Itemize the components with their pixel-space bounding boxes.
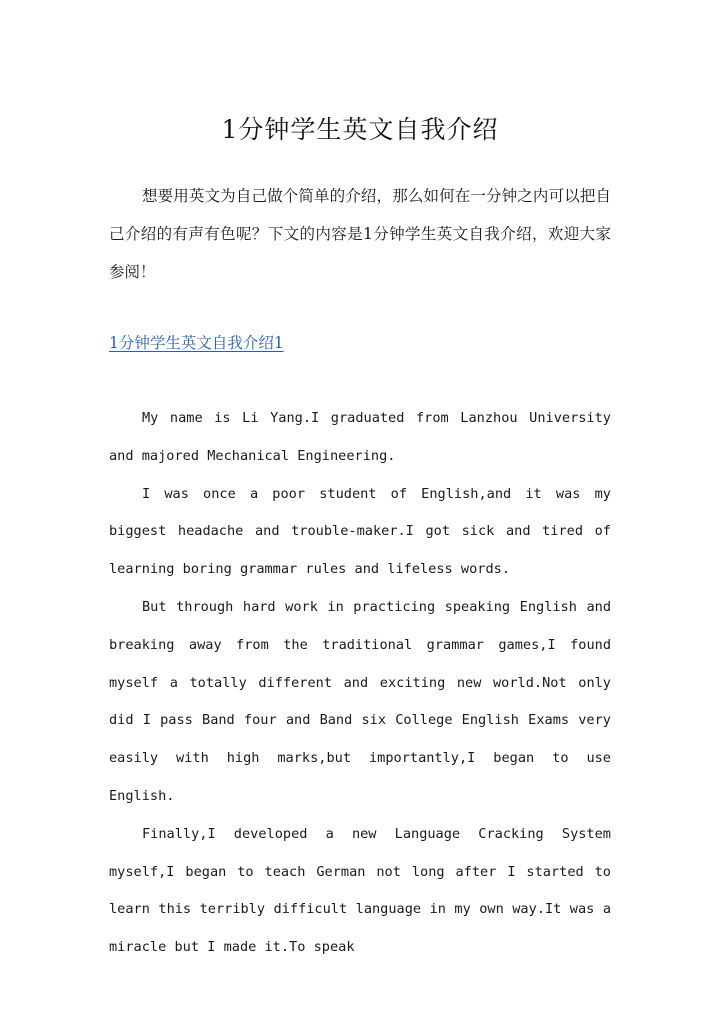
paragraph-3: But through hard work in practicing speaking English and breaking away from the traditional grammar games,I found myself a totally different and exciting new world.Not only did I pass Band four and Band six College English Exams very easily with high marks,but importantly,I began to use English.: [109, 598, 611, 804]
document-title: 1分钟学生英文自我介绍: [221, 115, 499, 144]
intro-paragraph: 想要用英文为自己做个简单的介绍，那么如何在一分钟之内可以把自己介绍的有声有色呢？下文的内容是1分钟学生英文自我介绍，欢迎大家参阅！: [109, 187, 611, 281]
paragraph-4: Finally,I developed a new Language Cracking System myself,I began to teach German not long after I started to learn this terribly difficult language in my own way.It was a miracle but I made it.To speak: [109, 825, 611, 956]
paragraph-2: I was once a poor student of English,and it was my biggest headache and trouble-maker.I got sick and tired of learning boring grammar rules and lifeless words.: [109, 485, 611, 578]
section-heading-link[interactable]: 1分钟学生英文自我介绍1: [109, 334, 284, 352]
paragraph-1: My name is Li Yang.I graduated from Lanzhou University and majored Mechanical Engineering.: [109, 410, 611, 464]
body-text: [109, 400, 611, 967]
